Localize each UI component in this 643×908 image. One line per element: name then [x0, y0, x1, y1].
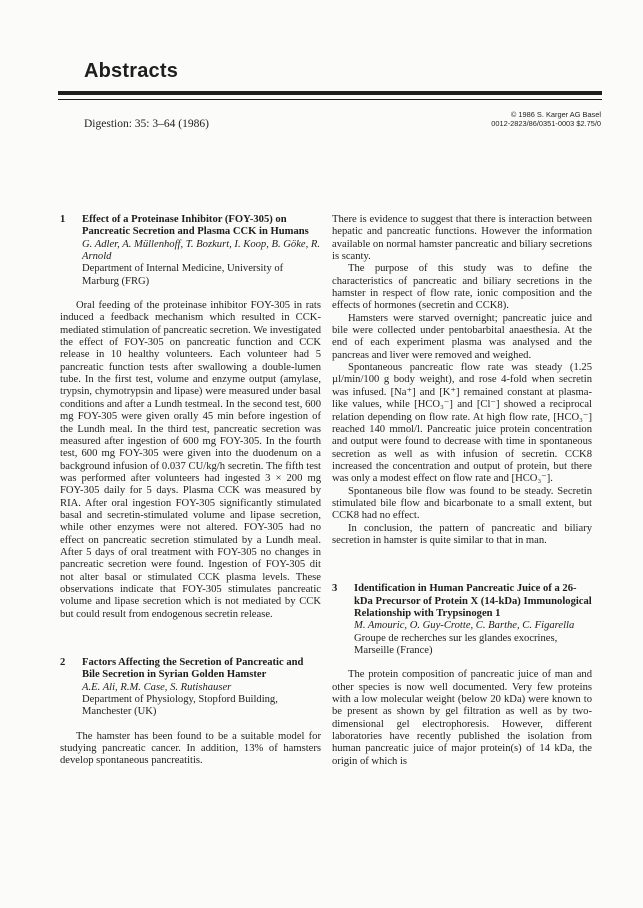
article-1-header	[60, 214, 321, 288]
article-paragraph: The protein composition of pancreatic juice of man and other species is now well documented. Very few proteins with a low molecular weight (below 20 kDa) were known to be present as shown by gel filtration as well as by two-dimensional gel electrophoresis. However, different laboratories have recently published the isolation from human pancreatic juice of major protein(s) of 14 kDa, the origin of which is	[332, 669, 592, 767]
article-affiliation: Department of Physiology, Stopford Building, Manchester (UK)	[82, 694, 278, 718]
right-column	[332, 214, 592, 768]
article-affiliation: Department of Internal Medicine, University of Marburg (FRG)	[82, 263, 284, 287]
article-paragraph: Spontaneous pancreatic flow rate was steady (1.25 µl/min/100 g body weight), and rose 4-fold when secretin was infused. [Na⁺] and [K⁺] remained constant at plasma-like values, while [HCO₃⁻] and [Cl⁻] showed a reciprocal relation depending on flow rate. At high flow rate, [HCO₃⁻] reached 140 mmol/l. Pancreatic juice protein concentration and output were found to decrease with time in spontaneous secretion as well as with infusion of secretin. CCK8 increased the concentration and output of protein, but there was only a modest effect on flow rate and [HCO₃⁻].	[332, 362, 592, 485]
article-authors: M. Amouric, O. Guy-Crotte, C. Barthe, C. Figarella	[354, 620, 575, 632]
article-paragraph: The hamster has been found to be a suitable model for studying pancreatic cancer. In addition, 13% of hamsters develop spontaneous pancreatitis.	[60, 730, 321, 767]
article-authors: A.E. Ali, R.M. Case, S. Rutishauser	[82, 681, 232, 693]
article-number: 2	[60, 657, 66, 668]
article-number: 1	[60, 214, 66, 225]
copyright-issn: 0012-2823/86/0351-0003 $2.75/0	[491, 119, 601, 128]
header-rule-thin	[58, 99, 602, 100]
article-number: 3	[332, 583, 338, 595]
journal-citation: Digestion: 35: 3–64 (1986)	[84, 118, 209, 130]
article-paragraph: In conclusion, the pattern of pancreatic and biliary secretion in hamster is quite similar to that in man.	[332, 522, 592, 546]
article-paragraph: Hamsters were starved overnight; pancreatic juice and bile were collected under pentobarbital anaesthesia. At the end of each experiment plasma was analysed and the pancreas and liver were removed and weighed.	[332, 312, 592, 361]
article-paragraph: There is evidence to suggest that there is interaction between hepatic and pancreatic functions. However the information available on normal hamster pancreatic and biliary secretions is scanty.	[332, 214, 592, 263]
article-title: Factors Affecting the Secretion of Pancreatic and Bile Secretion in Syrian Golden Hamster	[82, 657, 304, 681]
article-affiliation: Groupe de recherches sur les glandes exocrines, Marseille (France)	[354, 632, 558, 656]
copyright-notice	[491, 110, 601, 128]
article-title: Effect of a Proteinase Inhibitor (FOY-305) on Pancreatic Secretion and Plasma CCK in Humans	[82, 214, 309, 238]
article-authors: G. Adler, A. Müllenhoff, T. Bozkurt, I. Koop, B. Göke, R. Arnold	[82, 238, 321, 263]
article-3-header	[332, 583, 592, 657]
article-paragraph: Oral feeding of the proteinase inhibitor FOY-305 in rats induced a feedback mechanism which resulted in CCK-mediated stimulation of pancreatic secretion. We investigated the effect of FOY-305 on pancreatic function and CCK release in 10 healthy volunteers. Each volunteer had 5 pancreatic function tests after swallowing a double-lumen tube. In the first test, volume and enzyme output (amylase, trypsin, chymotrypsin and lipase) were measured under basal conditions and after a Lundh testmeal. In the second test, 600 mg FOY-305 were given orally 45 min before ingestion of the Lundh meal. In the third test, pancreatic secretion was measured after ingestion of 600 mg FOY-305. In the fourth test, 600 mg FOY-305 were given into the duodenum on a background infusion of 0.037 CU/kg/h secretin. The fifth test was performed after volunteers had ingested 3 × 200 mg FOY-305 daily for 5 days. Plasma CCK was measured by RIA. After oral ingestion FOY-305 significantly stimulated basal and secretin-stimulated volume and lipase secretion, while other enzymes were not altered. FOY-305 had no effect on pancreatic secretion stimulated by a Lundh meal. After 5 days of oral treatment with FOY-305 no changes in pancreatic secretion were found. Ingestion of FOY-305 dit not alter basal or stimulated CCK plasma levels. These observations indicate that FOY-305 stimulates pancreatic volume and lipase secretion which is not mediated by CCK but could result from endogenous secretin release.	[60, 300, 321, 620]
article-paragraph: Spontaneous bile flow was found to be steady. Secretin stimulated bile flow and bicarbonate to a small extent, but CCK8 had no effect.	[332, 485, 592, 522]
article-title: Identification in Human Pancreatic Juice of a 26-kDa Precursor of Protein X (14-kDa) Immunological Relationship with Trypsinogen 1	[354, 583, 592, 619]
left-column	[60, 214, 321, 768]
copyright-line: © 1986 S. Karger AG Basel	[510, 110, 601, 119]
article-paragraph: The purpose of this study was to define the characteristics of pancreatic and biliary secretions in the hamster in respect of flow rate, ionic composition and the effects of hormones (secretin and CCK8).	[332, 263, 592, 312]
article-2-header	[60, 657, 321, 719]
header-rule-thick	[58, 91, 602, 95]
page-title: Abstracts	[84, 60, 179, 82]
